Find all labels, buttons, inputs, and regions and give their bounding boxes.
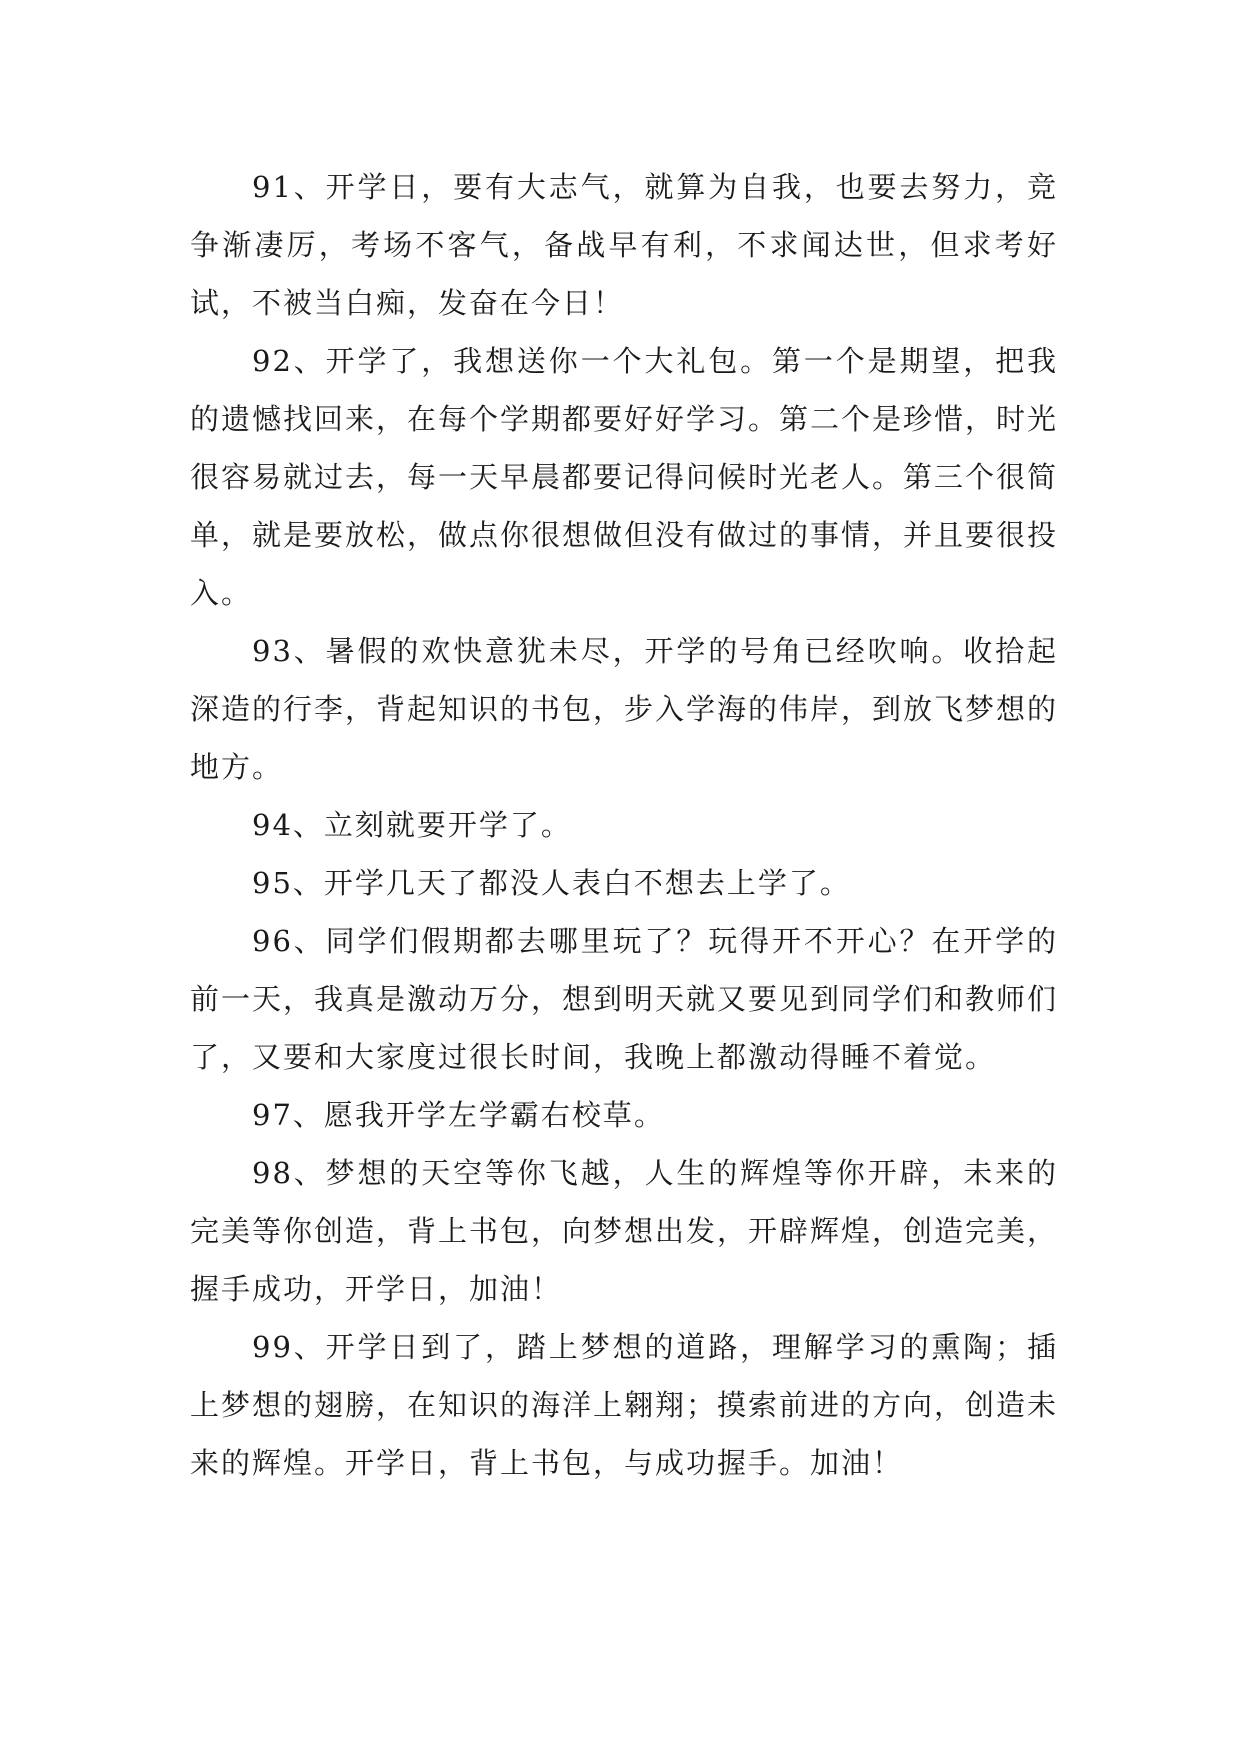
paragraph-97: 97、愿我开学左学霸右校草。 [252,1098,665,1132]
paragraph-94: 94、立刻就要开学了。 [252,808,572,842]
paragraph-99: 99、开学日到了，踏上梦想的道路，理解学习的熏陶；插上梦想的翅膀，在知识的海洋上翱翔；摸索前进的方向，创造未来的辉煌。开学日，背上书包，与成功握手。加油！ [190,1330,1059,1480]
paragraph-91: 91、开学日，要有大志气，就算为自我，也要去努力，竞争渐凄厉，考场不客气，备战早有利，不求闻达世，但求考好试，不被当白痴，发奋在今日！ [190,170,1058,320]
paragraph-98: 98、梦想的天空等你飞越，人生的辉煌等你开辟，未来的完美等你创造，背上书包，向梦想出发，开辟辉煌，创造完美，握手成功，开学日，加油！ [190,1156,1059,1306]
paragraph-93: 93、暑假的欢快意犹未尽，开学的号角已经吹响。收拾起深造的行李，背起知识的书包，步入学海的伟岸，到放飞梦想的地方。 [190,634,1059,784]
paragraph-96: 96、同学们假期都去哪里玩了？玩得开不开心？在开学的前一天，我真是激动万分，想到明天就又要见到同学们和教师们了，又要和大家度过很长时间，我晚上都激动得睡不着觉。 [190,924,1059,1074]
document-body [190,158,1058,1492]
paragraph-95: 95、开学几天了都没人表白不想去上学了。 [252,866,851,900]
paragraph-92: 92、开学了，我想送你一个大礼包。第一个是期望，把我的遗憾找回来，在每个学期都要好好学习。第二个是珍惜，时光很容易就过去，每一天早晨都要记得问候时光老人。第三个很简单，就是要放松，做点你很想做但没有做过的事情，并且要很投入。 [190,344,1059,610]
